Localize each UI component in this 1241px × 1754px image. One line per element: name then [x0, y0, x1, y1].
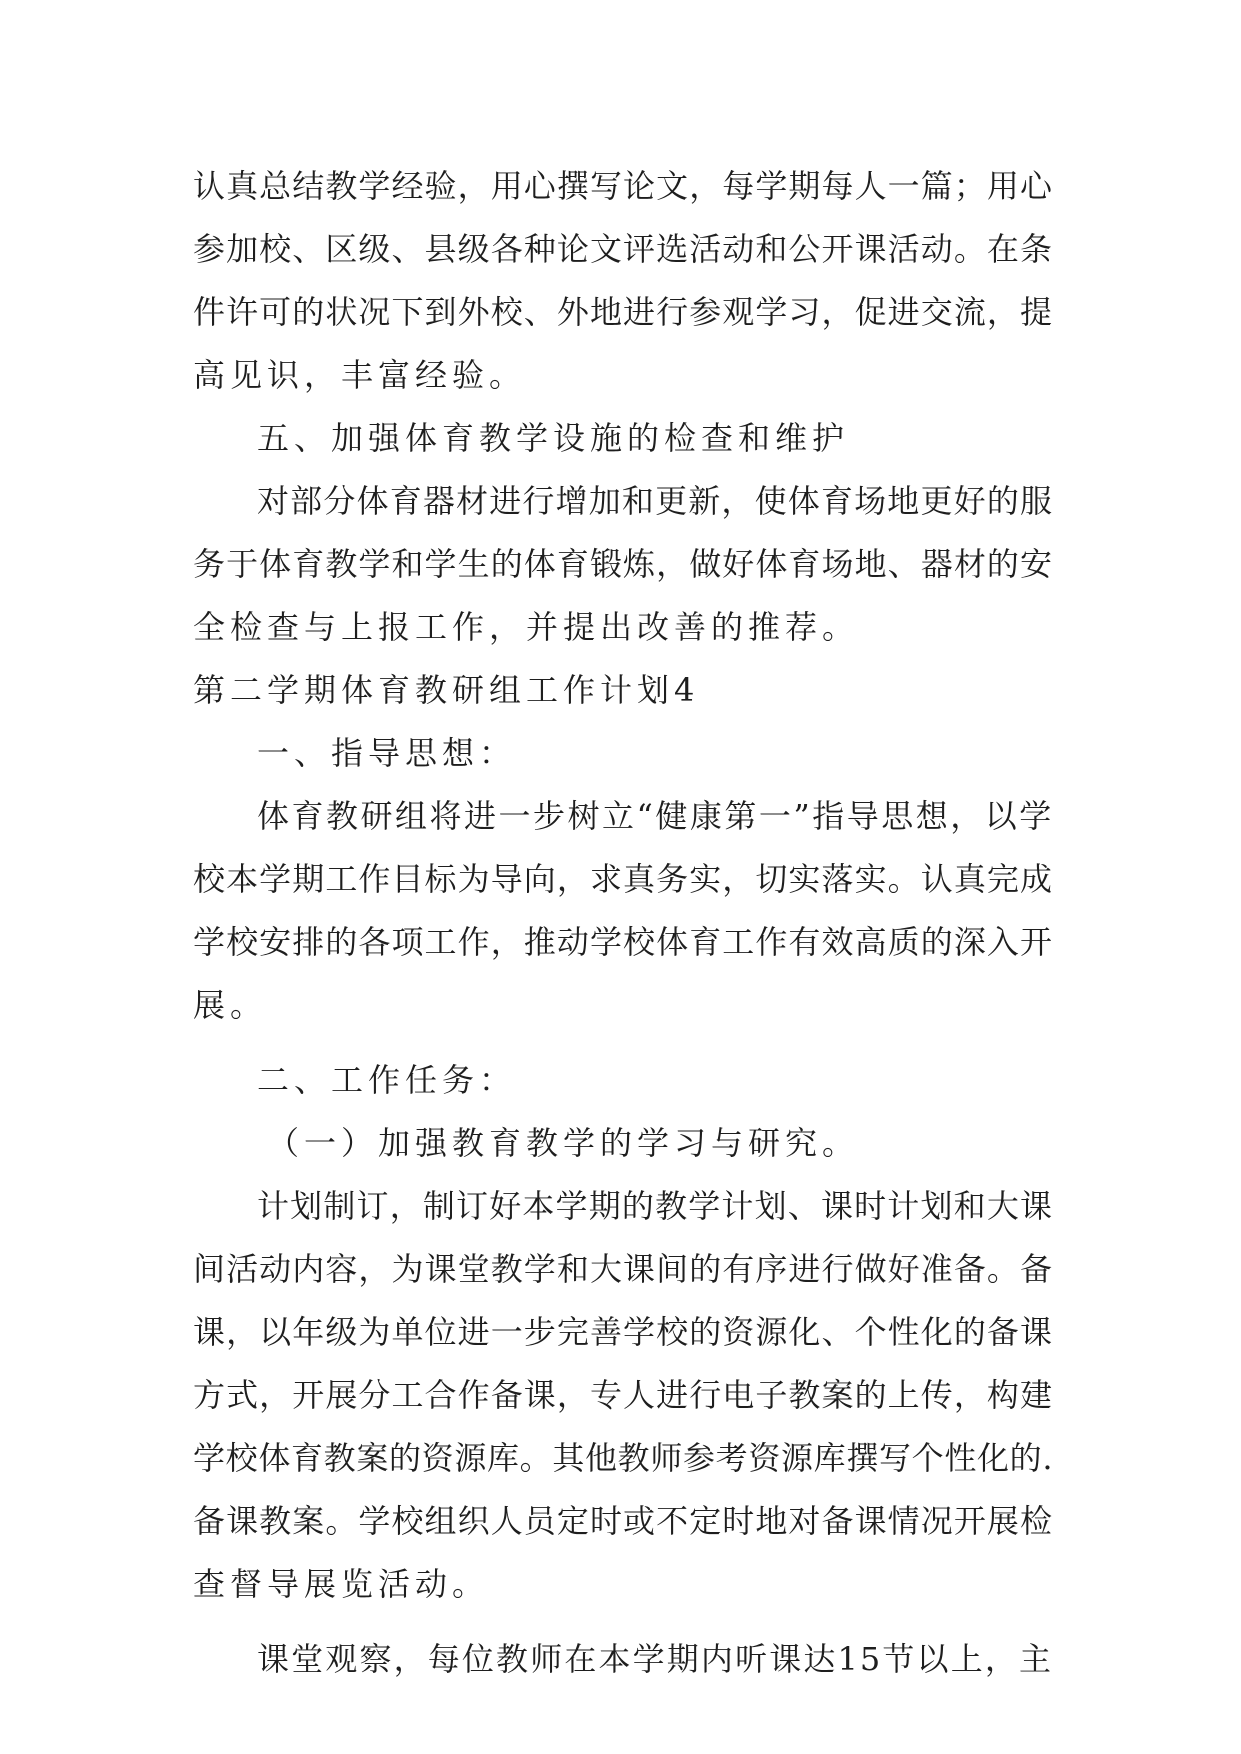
body-line: 学校体育教案的资源库。其他教师参考资源库撰写个性化的.: [193, 1439, 1053, 1477]
body-line: 展。: [193, 986, 268, 1024]
body-line: 方式，开展分工合作备课，专人进行电子教案的上传，构建: [193, 1376, 1053, 1414]
subsection-heading: （一）加强教育教学的学习与研究。: [267, 1124, 860, 1162]
body-line: 务于体育教学和学生的体育锻炼，做好体育场地、器材的安: [193, 545, 1053, 583]
body-line: 件许可的状况下到外校、外地进行参观学习，促进交流，提: [193, 293, 1053, 331]
document-body: [193, 155, 1053, 1691]
document-title: 第二学期体育教研组工作计划4: [193, 671, 700, 709]
body-line: 高见识，丰富经验。: [193, 356, 527, 394]
body-line: 参加校、区级、县级各种论文评选活动和公开课活动。在条: [193, 230, 1053, 268]
body-line: 认真总结教学经验，用心撰写论文，每学期每人一篇；用心: [193, 167, 1053, 205]
paragraph-gap: [193, 1037, 1053, 1049]
body-line: 体育教研组将进一步树立“健康第一”指导思想，以学: [257, 797, 1054, 835]
body-line: 备课教案。学校组织人员定时或不定时地对备课情况开展检: [193, 1502, 1053, 1540]
body-line: 计划制订，制订好本学期的教学计划、课时计划和大课: [257, 1187, 1053, 1225]
paragraph-gap: [193, 1616, 1053, 1628]
body-line: 校本学期工作目标为导向，求真务实，切实落实。认真完成: [193, 860, 1053, 898]
body-line: 对部分体育器材进行增加和更新，使体育场地更好的服: [257, 482, 1053, 520]
body-line: 课堂观察，每位教师在本学期内听课达15节以上，主: [257, 1640, 1053, 1678]
body-line: 学校安排的各项工作，推动学校体育工作有效高质的深入开: [193, 923, 1053, 961]
body-line: 间活动内容，为课堂教学和大课间的有序进行做好准备。备: [193, 1250, 1053, 1288]
body-line: 全检查与上报工作，并提出改善的推荐。: [193, 608, 860, 646]
section-heading: 一、指导思想：: [257, 734, 517, 772]
section-heading: 五、加强体育教学设施的检查和维护: [257, 419, 850, 457]
body-line: 课，以年级为单位进一步完善学校的资源化、个性化的备课: [193, 1313, 1053, 1351]
body-line: 查督导展览活动。: [193, 1565, 490, 1603]
section-heading: 二、工作任务：: [257, 1061, 517, 1099]
